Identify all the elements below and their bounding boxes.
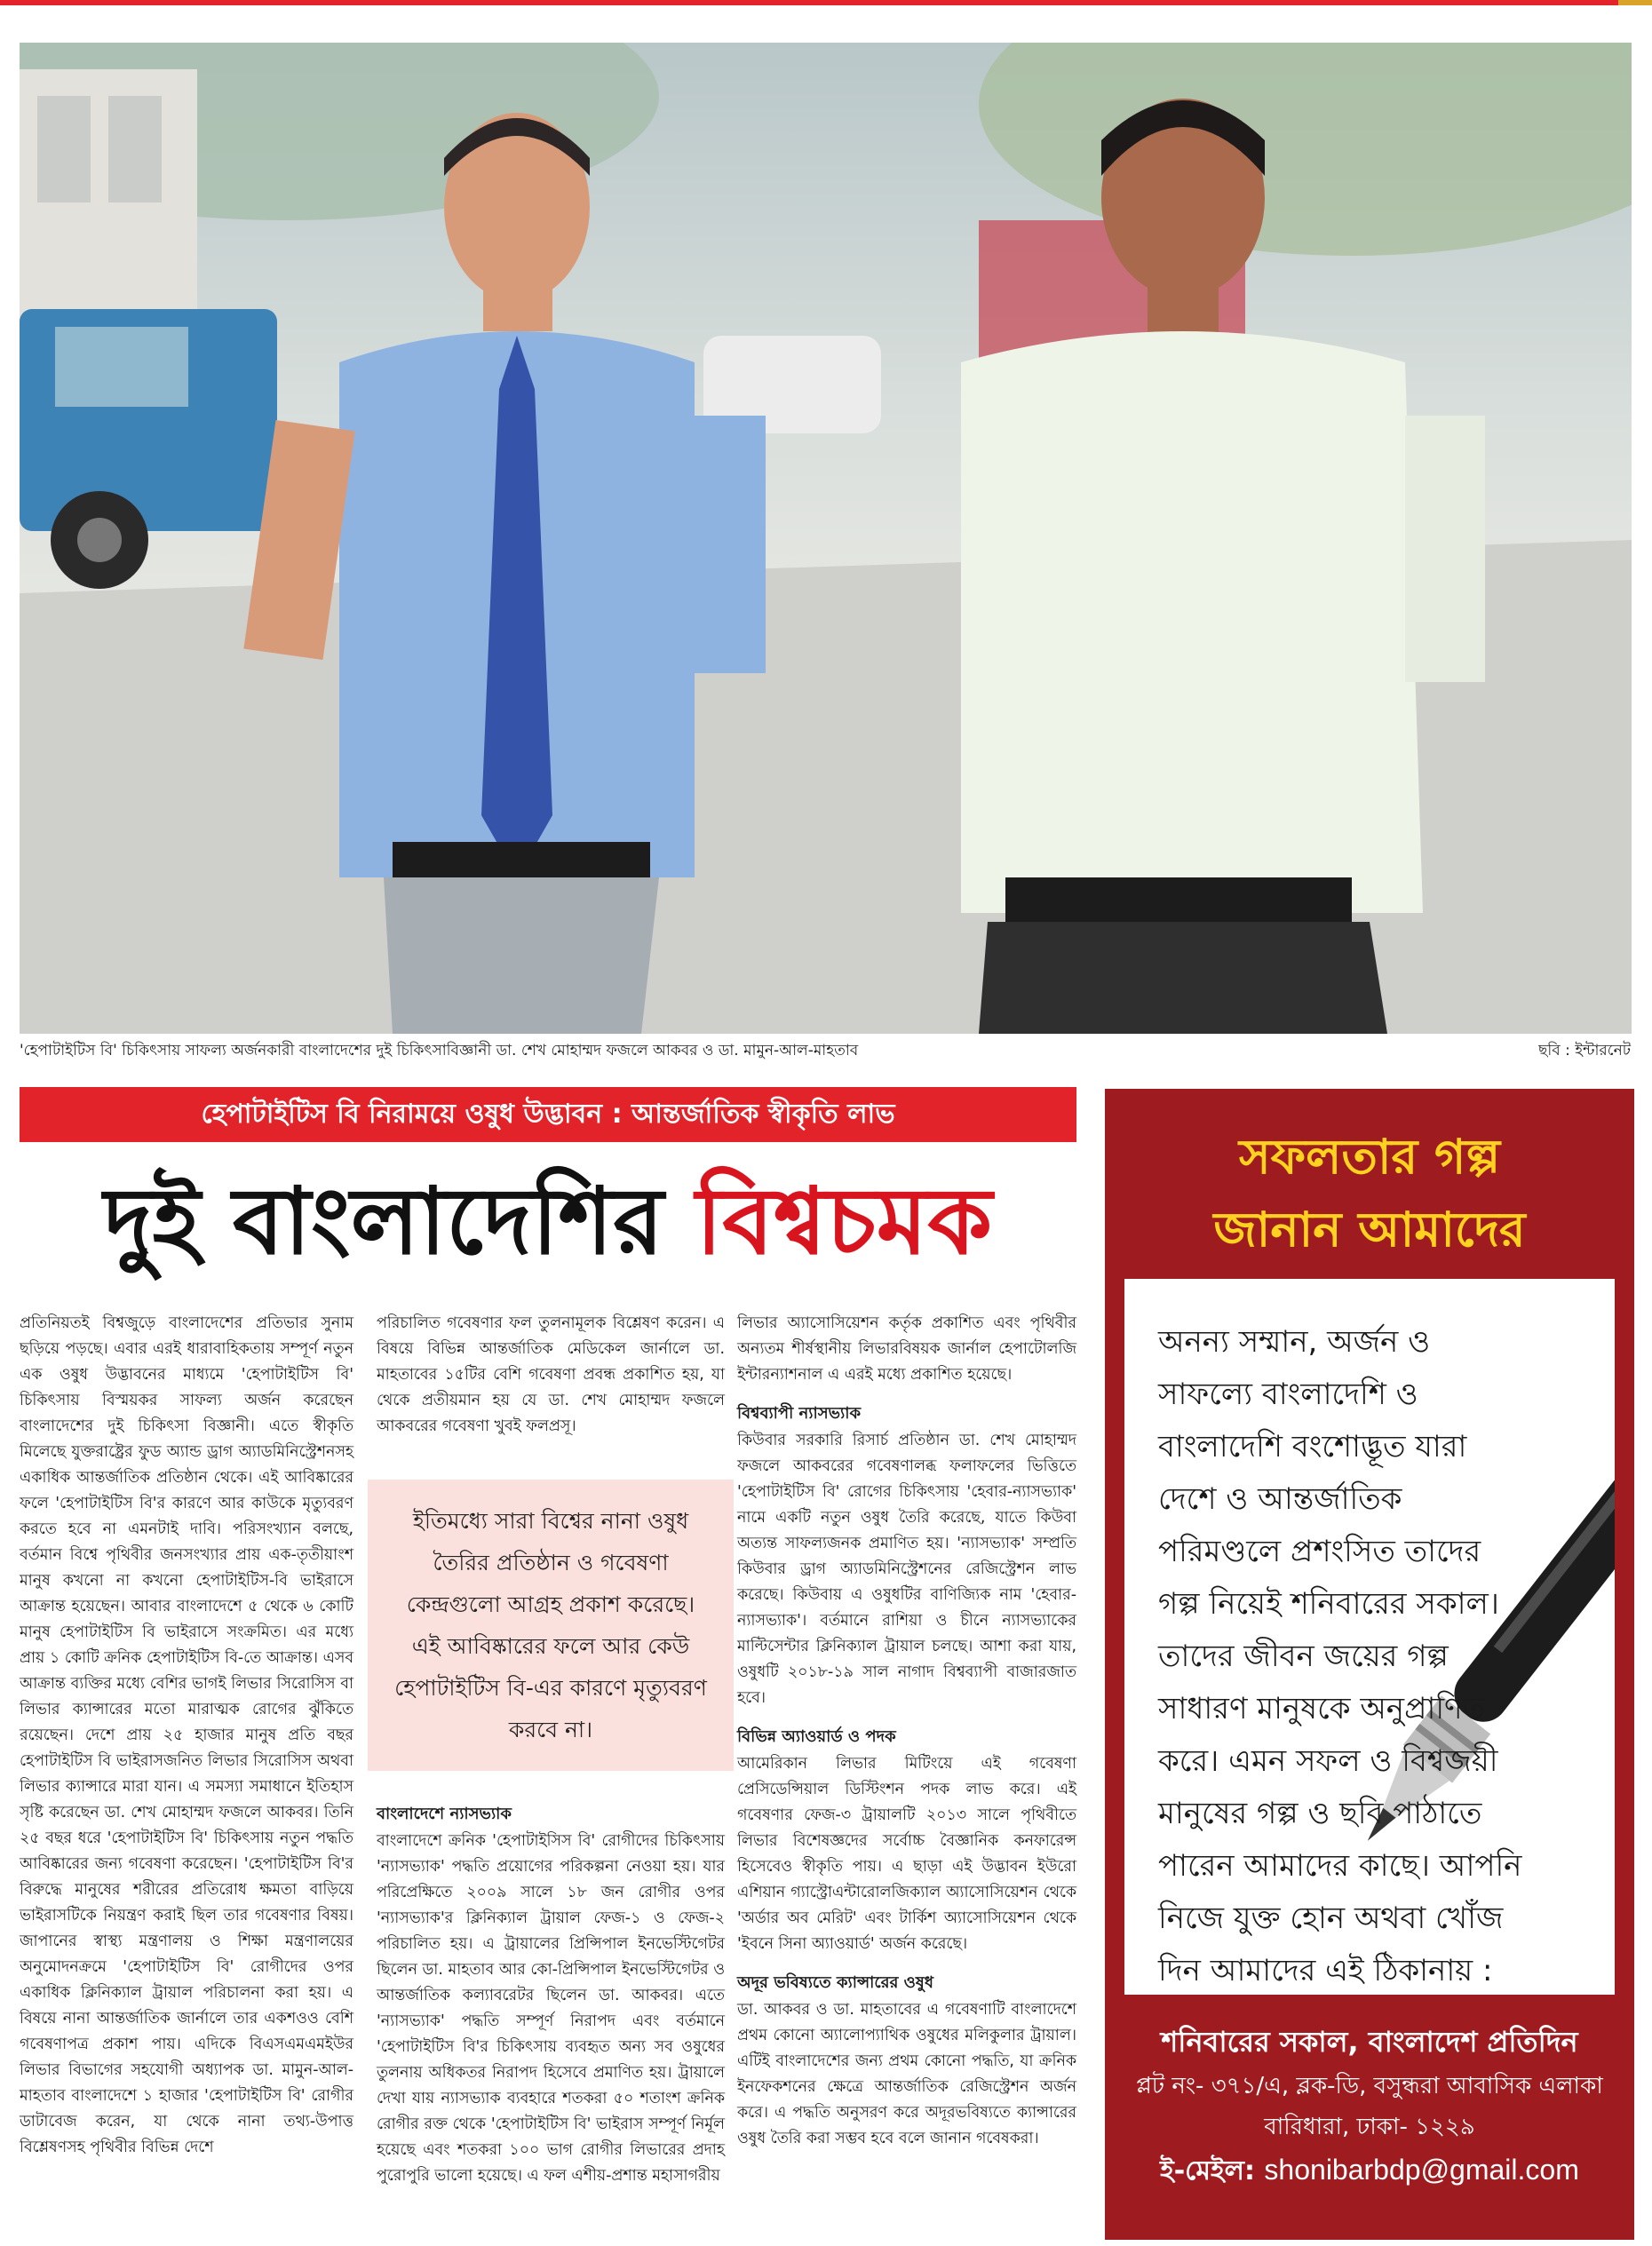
subhead: বাংলাদেশে ন্যাসভ্যাক [377,1805,512,1823]
article-column-2-lower [377,1801,725,2189]
promo-title [1105,1121,1634,1266]
top-rule-accent [1618,0,1652,5]
promo-title-line1: সফলতার গল্প [1239,1129,1500,1185]
address-line-2: বারিধারা, ঢাকা- ১২২৯ [1264,2114,1475,2140]
body-text: পরিচালিত গবেষণার ফল তুলনামূলক বিশ্লেষণ করেন। এ বিষয়ে বিভিন্ন আন্তর্জাতিক মেডিকেল জার্নালে ডা. মাহতাবের ১৫টির বেশি গবেষণা প্রবন্ধ প্রকাশিত হয়, যা থেকে প্রতীয়মান হয় যে ডা. শেখ মোহাম্মদ ফজলে আকবরের গবেষণা খুবই ফলপ্রসূ। [377,1314,725,1435]
article-photo [20,43,1632,1034]
pull-quote-text: ইতিমধ্যে সারা বিশ্বের নানা ওষুধ তৈরির প্রতিষ্ঠান ও গবেষণা কেন্দ্রগুলো আগ্রহ প্রকাশ করেছে। এই আবিষ্কারের ফলে আর কেউ হেপাটাইটিস বি-এর কারণে মৃত্যুবরণ করবে না। [394,1508,707,1742]
body-text: প্রতিনিয়তই বিশ্বজুড়ে বাংলাদেশের প্রতিভার সুনাম ছড়িয়ে পড়ছে। এবার এরই ধারাবাহিকতায় সম্পূর্ণ নতুন এক ওষুধ উদ্ভাবনের মাধ্যমে 'হেপাটাইটিস বি' চিকিৎসায় বিস্ময়কর সাফল্য অর্জন করেছেন বাংলাদেশের দুই চিকিৎসা বিজ্ঞানী। এতে স্বীকৃতি মিলেছে যুক্তরাষ্ট্রের ফুড অ্যান্ড ড্রাগ অ্যাডমিনিস্ট্রেশনসহ একাধিক আন্তর্জাতিক প্রতিষ্ঠান থেকে। এই আবিষ্কারের ফলে 'হেপাটাইটিস বি'র কারণে আর কাউকে মৃত্যুবরণ করতে হবে না এমনটাই দাবি। পরিসংখ্যান বলছে, বর্তমান বিশ্বে পৃথিবীর জনসংখ্যার প্রায় এক-তৃতীয়াংশ মানুষ কখনো না কখনো হেপাটাইটিস-বি ভাইরাসে আক্রান্ত হয়েছেন। আবার বাংলাদেশে ৫ থেকে ৬ কোটি মানুষ হেপাটাইটিস বি ভাইরাসে সংক্রমিত। এর মধ্যে প্রায় ১ কোটি ক্রনিক হেপাটাইটিস বি-তে আক্রান্ত। এসব আক্রান্ত ব্যক্তির মধ্যে বেশির ভাগই লিভার সিরোসিস বা লিভার ক্যান্সারের মতো মারাত্মক রোগের ঝুঁকিতে রয়েছেন। দেশে প্রায় ২৫ হাজার মানুষ প্রতি বছর হেপাটাইটিস বি ভাইরাসজনিত লিভার সিরোসিস অথবা লিভার ক্যান্সারে মারা যান। এ সমস্যা সমাধানে ইতিহাস সৃষ্টি করেছেন ডা. শেখ মোহাম্মদ ফজলে আকবর। তিনি ২৫ বছর ধরে 'হেপাটাইটিস বি' চিকিৎসায় নতুন পদ্ধতি আবিষ্কারের জন্য গবেষণা করেছেন। 'হেপাটাইটিস বি'র বিরুদ্ধে মানুষের শরীরের প্রতিরোধ ক্ষমতা বাড়িয়ে ভাইরাসটিকে নিয়ন্ত্রণ করাই ছিল তার গবেষণার বিষয়। জাপানের স্বাস্থ্য মন্ত্রণালয় ও শিক্ষা মন্ত্রণালয়ের অনুমোদনক্রমে 'হেপাটাইটিস বি' রোগীদের ওপর একাধিক ক্লিনিক্যাল ট্রায়াল পরিচালনা করা হয়। এ বিষয়ে নানা আন্তর্জাতিক জার্নালে তার একশওও বেশি গবেষণাপত্র প্রকাশ পায়। এদিকে বিএসএমএমইউর লিভার বিভাগের সহযোগী অধ্যাপক ডা. মামুন-আল-মাহতাব বাংলাদেশে ১ হাজার 'হেপাটাইটিস বি' রোগীর ডাটাবেজ করেন, যা থেকে নানা তথ্য-উপাত্ত বিশ্লেষণসহ পৃথিবীর বিভিন্ন দেশে [20,1314,353,2156]
body-text: আমেরিকান লিভার মিটিংয়ে এই গবেষণা প্রেসিডেন্সিয়াল ডিস্টিংশন পদক লাভ করে। এই গবেষণার ফেজ-৩ ট্রায়ালটি ২০১৩ সালে পৃথিবীতে লিভার বিশেষজ্ঞদের সর্বোচ্চ বৈজ্ঞানিক কনফারেন্স হিসেবেও স্বীকৃতি পায়। এ ছাড়া এই উদ্ভাবন ইউরো এশিয়ান গ্যাস্ট্রোএন্টারোলজিক্যাল অ্যাসোসিয়েশন থেকে 'অর্ডার অব মেরিট' এবং টার্কিশ অ্যাসোসিয়েশন থেকে 'ইবনে সিনা অ্যাওয়ার্ড' অর্জন করেছে। [737,1755,1076,1953]
body-text: লিভার অ্যাসোসিয়েশন কর্তৃক প্রকাশিত এবং পৃথিবীর অন্যতম শীর্ষস্থানীয় লিভারবিষয়ক জার্নাল হেপাটোলজি ইন্টারন্যাশনাল এ এরই মধ্যে প্রকাশিত হয়েছে। [737,1314,1076,1384]
email-line [1105,2147,1634,2194]
address-line-1: প্লট নং- ৩৭১/এ, ব্লক-ডি, বসুন্ধরা আবাসিক এলাকা [1136,2073,1603,2099]
article-column-2-top [377,1311,725,1441]
subhead: অদূর ভবিষ্যতে ক্যান্সারের ওষুধ [737,1973,933,1992]
headline [20,1163,1076,1279]
photo-illustration [20,43,1632,1034]
promo-body: অনন্য সম্মান, অর্জন ও সাফল্যে বাংলাদেশি ও বাংলাদেশি বংশোদ্ভূত যারা দেশে ও আন্তর্জাতিক পরিমণ্ডলে প্রশংসিত তাদের গল্প নিয়েই শনিবারের সকাল। তাদের জীবন জয়ের গল্প সাধারণ মানুষকে অনুপ্রাণিত করে। এমন সফল ও বিশ্বজয়ী মানুষের গল্প ও ছবি পাঠাতে পারেন আমাদের কাছে। আপনি নিজে যুক্ত হোন অথবা খোঁজ দিন আমাদের এই ঠিকানায় : [1158,1324,1522,1988]
promo-title-line2: জানান আমাদের [1213,1202,1526,1258]
headline-part2: বিশ্বচমক [695,1166,993,1275]
promo-panel [1105,1089,1634,2240]
email-label: ই-মেইল: [1160,2155,1265,2186]
headline-part1: দুই বাংলাদেশির [103,1166,696,1275]
photo-credit: ছবি : ইন্টারনেট [1538,1042,1631,1060]
email-address[interactable]: shonibarbdp@gmail.com [1264,2154,1579,2186]
pull-quote [368,1480,734,1771]
promo-card [1124,1279,1615,1995]
top-rule [0,0,1652,5]
article-column-3 [737,1311,1076,2154]
body-text: বাংলাদেশে ক্রনিক 'হেপাটাইসিস বি' রোগীদের চিকিৎসায় 'ন্যাসভ্যাক' পদ্ধতি প্রয়োগের পরিকল্পনা নেওয়া হয়। যার পরিপ্রেক্ষিতে ২০০৯ সালে ১৮ জন রোগীর ওপর 'ন্যাসভ্যাক'র ক্লিনিক্যাল ট্রায়াল ফেজ-১ ও ফেজ-২ পরিচালিত হয়। এ ট্রায়ালের প্রিন্সিপাল ইনভেস্টিগেটর ছিলেন ডা. মাহতাব আর কো-প্রিন্সিপাল ইনভেস্টিগেটর ও আন্তর্জাতিক কল্যাবরেটর ছিলেন ডা. আকবর। এতে 'ন্যাসভ্যাক' পদ্ধতি সম্পূর্ণ নিরাপদ এবং বর্তমানে 'হেপাটাইটিস বি'র চিকিৎসায় ব্যবহৃত অন্য সব ওষুধের তুলনায় অধিকতর নিরাপদ হিসেবে প্রমাণিত হয়। ট্রায়ালে দেখা যায় ন্যাসভ্যাক ব্যবহারে শতকরা ৫০ শতাংশ ক্রনিক রোগীর রক্ত থেকে 'হেপাটাইটিস বি' ভাইরাস সম্পূর্ণ নির্মূল হয়েছে এবং শতকরা ১০০ ভাগ রোগীর লিভারের প্রদাহ পুরোপুরি ভালো হয়েছে। এ ফল এশীয়-প্রশান্ত মহাসাগরীয় [377,1832,725,2185]
photo-caption: 'হেপাটাইটিস বি' চিকিৎসায় সাফল্য অর্জনকারী বাংলাদেশের দুই চিকিৎসাবিজ্ঞানী ডা. শেখ মোহাম্মদ ফজলে আকবর ও ডা. মামুন-আল-মাহতাব [20,1042,859,1060]
promo-footer [1105,2018,1634,2194]
subhead: বিভিন্ন অ্যাওয়ার্ড ও পদক [737,1727,896,1746]
body-text: ডা. আকবর ও ডা. মাহতাবের এ গবেষণাটি বাংলাদেশে প্রথম কোনো অ্যালোপ্যাথিক ওষুধের মলিকুলার ট্রায়াল। এটিই বাংলাদেশের জন্য প্রথম কোনো পদ্ধতি, যা ক্রনিক ইনফেকশনের ক্ষেত্রে আন্তর্জাতিক রেজিস্ট্রেশন অর্জন করে। এ পদ্ধতি অনুসরণ করে অদূরভবিষ্যতে ক্যান্সারের ওষুধ তৈরি করা সম্ভব হবে বলে জানান গবেষকরা। [737,2001,1076,2147]
subhead: বিশ্বব্যাপী ন্যাসভ্যাক [737,1404,862,1423]
article-column-1 [20,1311,353,2163]
publication-name: শনিবারের সকাল, বাংলাদেশ প্রতিদিন [1161,2025,1578,2059]
kicker-text: হেপাটাইটিস বি নিরাময়ে ওষুধ উদ্ভাবন : আন্তর্জাতিক স্বীকৃতি লাভ [201,1098,895,1130]
body-text: কিউবার সরকারি রিসার্চ প্রতিষ্ঠান ডা. শেখ মোহাম্মদ ফজলে আকবরের গবেষণালব্ধ ফলাফলের ভিত্তিতে 'হেপাটাইটিস বি' রোগের চিকিৎসায় 'হেবার-ন্যাসভ্যাক' নামে একটি নতুন ওষুধ তৈরি করেছে, যাতে কিউবা অত্যন্ত সাফল্যজনক প্রমাণিত হয়। 'ন্যাসভ্যাক' সম্প্রতি কিউবার ড্রাগ অ্যাডমিনিস্ট্রেশনের রেজিস্ট্রেশন লাভ করেছে। কিউবায় এ ওষুধটির বাণিজ্যিক নাম 'হেবার-ন্যাসভ্যাক'। বর্তমানে রাশিয়া ও চীনে ন্যাসভ্যাকের মাল্টিসেন্টার ক্লিনিক্যাল ট্রায়াল চলছে। আশা করা যায়, ওষুধটি ২০১৮-১৯ সাল নাগাদ বিশ্বব্যাপী বাজারজাত হবে। [737,1432,1076,1707]
kicker-bar [20,1087,1076,1142]
